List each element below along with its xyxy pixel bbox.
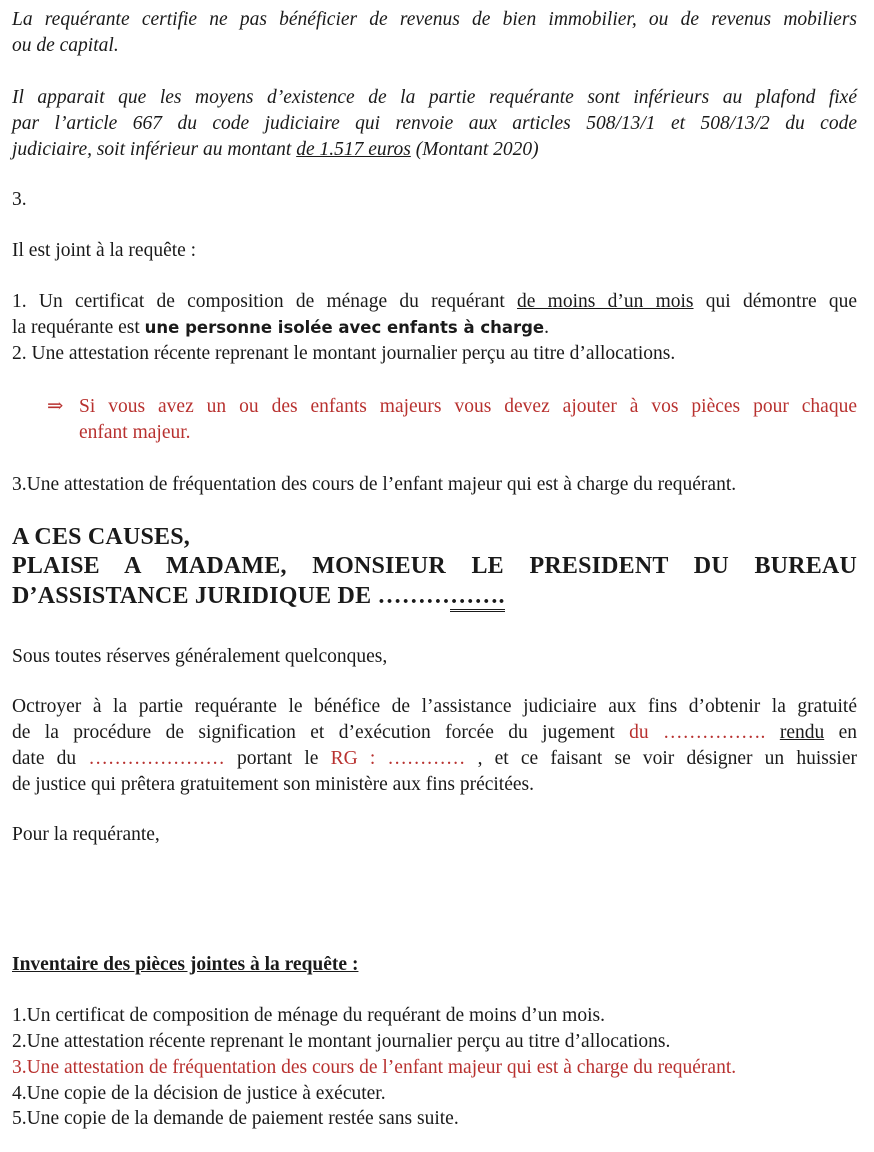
inventory-item-1: 1.Un certificat de composition de ménage du requérant de moins d’un mois.: [12, 1005, 605, 1026]
request-text-en: en: [824, 722, 858, 743]
item1-bold: une personne isolée avec enfants à charge: [144, 318, 545, 337]
request-line-2: [12, 720, 857, 746]
request-line-3: [12, 746, 857, 772]
attachments-intro: Il est joint à la requête :: [12, 240, 197, 261]
attachment-item-3: 3.Une attestation de fréquentation des cours de l’enfant majeur qui est à charge du requérant.: [12, 474, 737, 495]
request-text-end: , et ce faisant se voir désigner un huissier: [465, 748, 857, 769]
date-blank: …………………: [88, 748, 225, 769]
item1-period: .: [544, 317, 549, 338]
inventory-item-5: 5.Une copie de la demande de paiement restée sans suite.: [12, 1108, 459, 1129]
request-text: de la procédure de signification et d’exécution forcée du jugement: [12, 722, 630, 743]
item1-underlined: de moins d’un mois: [517, 291, 694, 312]
item1-cont: la requérante est: [12, 317, 145, 338]
arrow-icon: ⇒: [47, 396, 64, 417]
heading-dots-underlined: …….: [450, 583, 505, 612]
signature-intro: Pour la requérante,: [12, 824, 160, 845]
income-statement-line-1: La requérante certifie ne pas bénéficier de revenus de bien immobilier, ou de revenus mobiliers: [12, 9, 857, 30]
spacer: [765, 722, 779, 743]
means-paragraph-line-1: Il apparait que les moyens d’existence de la partie requérante sont inférieurs au plafond fixé: [12, 87, 857, 108]
means-paragraph-line-3: [12, 137, 857, 163]
adult-child-note-line-2: enfant majeur.: [79, 422, 191, 443]
means-paragraph-line-2: par l’article 667 du code judiciaire qui renvoie aux articles 508/13/1 et 508/13/2 du code: [12, 113, 857, 134]
date-label: date du: [12, 748, 89, 769]
amount-threshold: de 1.517 euros: [296, 139, 411, 160]
rg-blank: RG : …………: [330, 748, 466, 769]
heading-bureau: D’ASSISTANCE JURIDIQUE DE: [12, 583, 378, 609]
heading-dots: ………: [377, 583, 451, 609]
request-line-4: de justice qui prêtera gratuitement son ministère aux fins précitées.: [12, 774, 534, 795]
attachment-item-2: 2. Une attestation récente reprenant le montant journalier perçu au titre d’allocations.: [12, 343, 676, 364]
attachment-item-1-line-1: [12, 289, 857, 315]
item1-text: 1. Un certificat de composition de ménage du requérant: [12, 291, 518, 312]
inventory-title: Inventaire des pièces jointes à la requête :: [12, 954, 359, 975]
attachment-item-1-line-2: [12, 315, 857, 341]
inventory-item-2: 2.Une attestation récente reprenant le montant journalier perçu au titre d’allocations.: [12, 1031, 671, 1052]
reserves-line: Sous toutes réserves généralement quelconques,: [12, 646, 388, 667]
request-line-1: Octroyer à la partie requérante le bénéfice de l’assistance judiciaire aux fins d’obtenir la gratuité: [12, 696, 857, 717]
rendu-underlined: rendu: [779, 722, 825, 743]
judgment-date-blank: du …………….: [629, 722, 766, 743]
item1-text-end: qui démontre que: [693, 291, 858, 312]
adult-child-note-line-1: Si vous avez un ou des enfants majeurs vous devez ajouter à vos pièces pour chaque: [79, 396, 857, 417]
inventory-item-3: 3.Une attestation de fréquentation des cours de l’enfant majeur qui est à charge du requérant.: [12, 1057, 737, 1078]
rg-label-prefix: portant le: [224, 748, 331, 769]
section-number: 3.: [12, 189, 27, 210]
heading-line-3: [12, 581, 857, 611]
heading-line-2: PLAISE A MADAME, MONSIEUR LE PRESIDENT DU BUREAU: [12, 553, 857, 579]
heading-line-1: A CES CAUSES,: [12, 524, 190, 550]
means-text: judiciaire, soit inférieur au montant: [12, 139, 297, 160]
inventory-item-4: 4.Une copie de la décision de justice à exécuter.: [12, 1083, 386, 1104]
income-statement-line-2: ou de capital.: [12, 35, 119, 56]
amount-year-note: (Montant 2020): [410, 139, 539, 160]
